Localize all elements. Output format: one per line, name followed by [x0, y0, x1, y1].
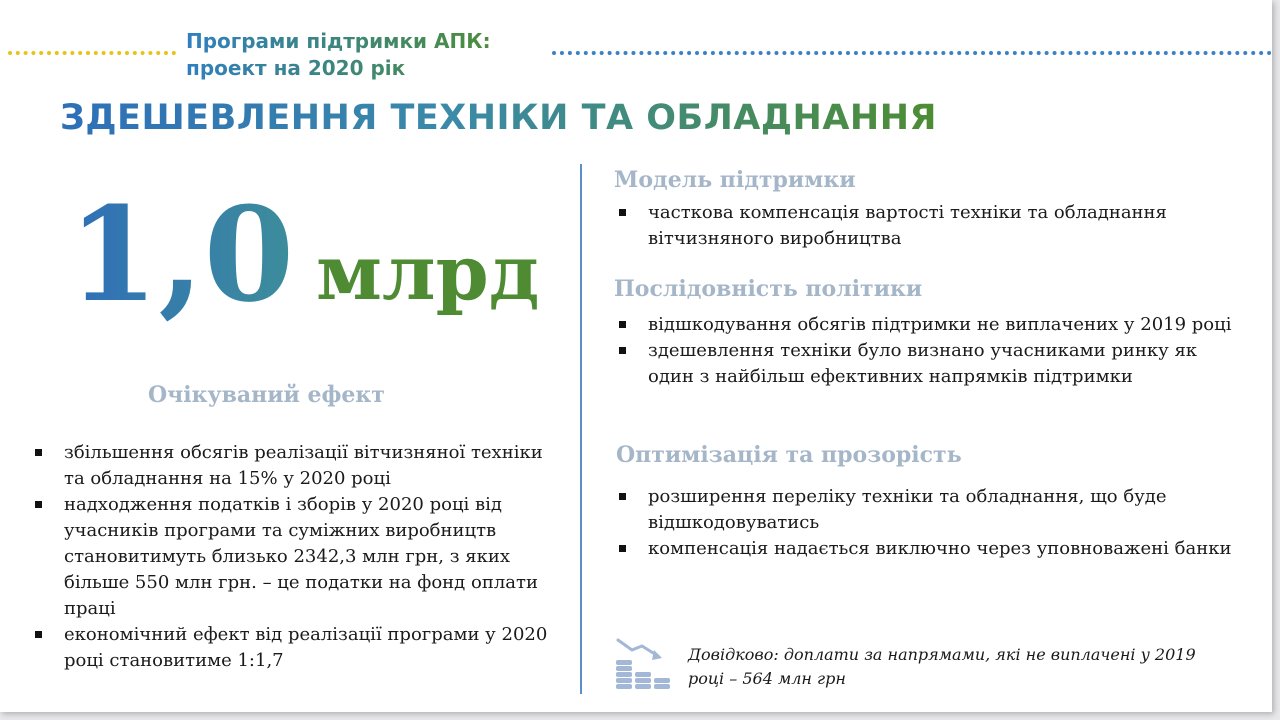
list-item: збільшення обсягів реалізації вітчизняної техніки та обладнання на 15% у 2020 році — [34, 440, 564, 492]
coins-down-icon — [614, 636, 674, 690]
expected-effect-list — [34, 440, 564, 674]
policy-consistency-heading: Послідовність політики — [614, 276, 923, 302]
list-item: економічний ефект від реалізації програми у 2020 році становитиме 1:1,7 — [34, 622, 564, 674]
support-model-list — [618, 200, 1248, 252]
list-item: відшкодування обсягів підтримки не виплачених у 2019 році — [618, 312, 1248, 338]
footnote: Довідково: доплати за напрямами, які не виплачені у 2019 році – 564 млн грн — [688, 645, 1196, 688]
dotted-line-right — [552, 51, 1272, 55]
list-item: компенсація надається виключно через уповноважені банки — [618, 536, 1248, 562]
optimization-list — [618, 484, 1248, 562]
optimization-heading: Оптимізація та прозорість — [616, 442, 962, 468]
list-item: здешевлення техніки було визнано учасниками ринку як один з найбільш ефективних напрямків підтримки — [618, 338, 1248, 390]
dotted-line-left — [8, 51, 176, 55]
header-line-2: проект на 2020 рік — [186, 56, 406, 80]
highlight-unit: млрд — [316, 228, 540, 317]
highlight-number: 1,0 — [68, 178, 295, 331]
expected-effect-heading: Очікуваний ефект — [148, 382, 385, 408]
column-divider — [580, 164, 582, 694]
page-title: ЗДЕШЕВЛЕННЯ ТЕХНІКИ ТА ОБЛАДНАННЯ — [60, 98, 937, 138]
policy-consistency-list — [618, 312, 1248, 390]
header-title — [186, 28, 491, 82]
list-item: розширення переліку техніки та обладнання, що буде відшкодовуватись — [618, 484, 1248, 536]
list-item: часткова компенсація вартості техніки та обладнання вітчизняного виробництва — [618, 200, 1248, 252]
header-line-1: Програми підтримки АПК: — [186, 29, 491, 53]
list-item: надходження податків і зборів у 2020 році від учасників програми та суміжних виробництв становитимуть близько 2342,3 млн грн, з яких більше 550 млн грн. – це податки на фонд оплати праці — [34, 492, 564, 622]
support-model-heading: Модель підтримки — [614, 167, 856, 193]
